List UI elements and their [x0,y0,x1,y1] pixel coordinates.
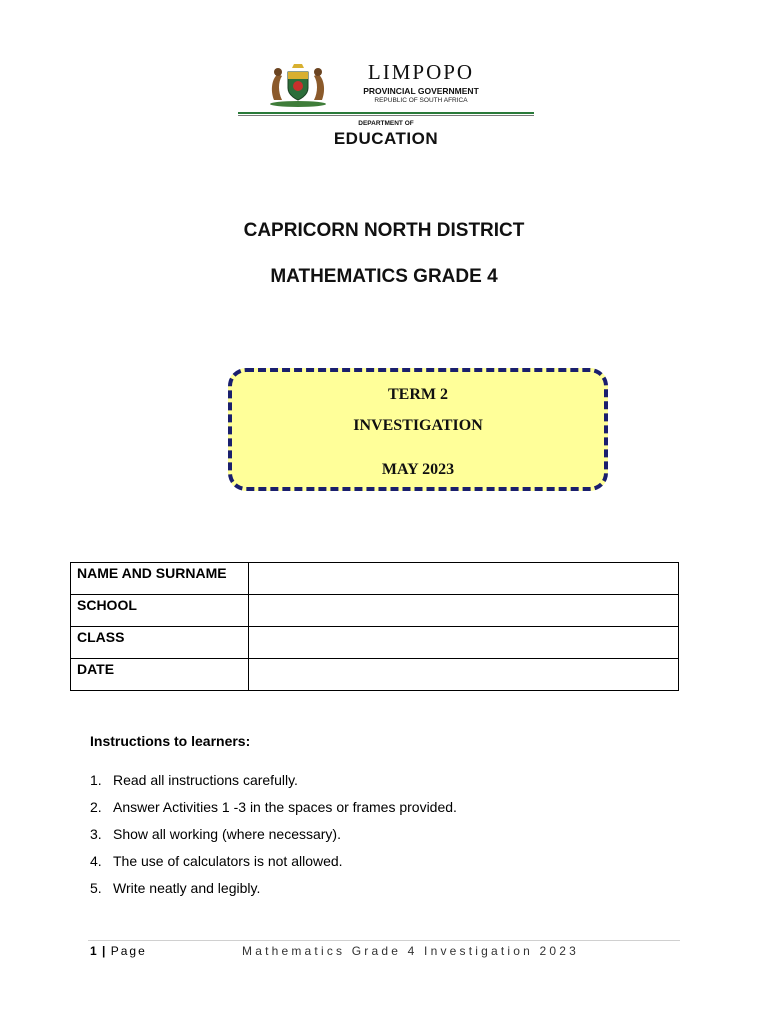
date-label: DATE [71,659,249,691]
class-field[interactable] [249,627,679,659]
coat-of-arms-icon [266,62,330,108]
item-text: Write neatly and legibly. [113,880,261,896]
item-number: 2. [90,799,102,815]
page-word: Page [110,944,147,958]
class-label: CLASS [71,627,249,659]
page-number: 1 [90,944,97,958]
term-label: TERM 2 [388,386,448,403]
logo-divider-grey [238,115,534,116]
page-separator: | [102,944,106,958]
name-surname-label: NAME AND SURNAME [71,563,249,595]
item-text: Read all instructions carefully. [113,772,298,788]
item-number: 1. [90,772,102,788]
name-surname-field[interactable] [249,563,679,595]
table-row [71,659,679,691]
list-item [90,853,457,880]
logo-divider-green [238,112,534,114]
date-field[interactable] [249,659,679,691]
district-title: CAPRICORN NORTH DISTRICT [243,220,525,241]
logo-subtitle: PROVINCIAL GOVERNMENT [363,86,479,96]
item-number: 4. [90,853,102,869]
department-name: EDUCATION [333,129,439,148]
instructions-list [90,772,457,907]
page-indicator [90,944,147,958]
learner-details-table [70,562,679,691]
list-item [90,880,457,907]
table-row [71,627,679,659]
list-item [90,826,457,853]
table-row [71,563,679,595]
subject-title: MATHEMATICS GRADE 4 [270,266,498,287]
term-box [228,368,608,491]
instructions-heading: Instructions to learners: [90,733,251,749]
logo-country: REPUBLIC OF SOUTH AFRICA [374,97,468,104]
school-field[interactable] [249,595,679,627]
school-label: SCHOOL [71,595,249,627]
item-text: Answer Activities 1 -3 in the spaces or frames provided. [113,799,457,815]
table-row [71,595,679,627]
assessment-date: MAY 2023 [381,461,455,478]
footer-doc-title: Mathematics Grade 4 Investigation 2023 [242,944,580,958]
department-logo [238,56,534,152]
list-item [90,772,457,799]
item-text: Show all working (where necessary). [113,826,341,842]
item-number: 5. [90,880,102,896]
item-text: The use of calculators is not allowed. [113,853,343,869]
footer-divider [88,940,680,941]
item-number: 3. [90,826,102,842]
assessment-type: INVESTIGATION [353,417,483,434]
logo-title: LIMPOPO [367,60,475,84]
list-item [90,799,457,826]
department-of-label: DEPARTMENT OF [358,120,414,127]
